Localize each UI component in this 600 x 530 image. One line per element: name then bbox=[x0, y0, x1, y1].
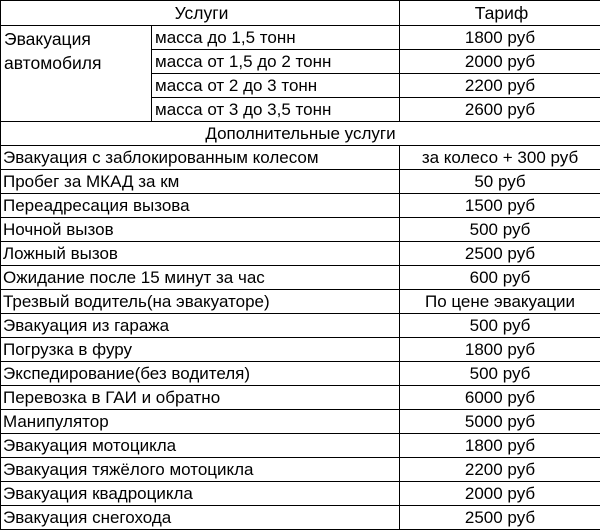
price-cell: 6000 руб bbox=[400, 386, 600, 410]
service-cell: Ложный вызов bbox=[1, 242, 400, 266]
service-cell: Пробег за МКАД за км bbox=[1, 170, 400, 194]
table-row bbox=[1, 458, 600, 482]
price-cell: 500 руб bbox=[400, 314, 600, 338]
table-row bbox=[1, 170, 600, 194]
service-cell: Трезвый водитель(на эвакуаторе) bbox=[1, 290, 400, 314]
evacuation-group-line2: автомобиля bbox=[4, 51, 151, 75]
table-row bbox=[1, 242, 600, 266]
table-row bbox=[1, 194, 600, 218]
table-row bbox=[1, 386, 600, 410]
price-cell: 1800 руб bbox=[400, 338, 600, 362]
price-cell: 500 руб bbox=[400, 218, 600, 242]
price-cell: 50 руб bbox=[400, 170, 600, 194]
evacuation-group-label bbox=[1, 26, 152, 122]
price-cell: 1800 руб bbox=[400, 434, 600, 458]
service-cell: Переадресация вызова bbox=[1, 194, 400, 218]
table-header-row bbox=[1, 1, 600, 26]
price-cell: 2200 руб bbox=[400, 74, 600, 98]
table-row bbox=[1, 410, 600, 434]
price-cell: за колесо + 300 руб bbox=[400, 146, 600, 170]
table-row bbox=[1, 266, 600, 290]
table-row bbox=[1, 314, 600, 338]
service-cell: масса до 1,5 тонн bbox=[152, 26, 400, 50]
price-cell: 1500 руб bbox=[400, 194, 600, 218]
table-row bbox=[1, 290, 600, 314]
service-cell: Ночной вызов bbox=[1, 218, 400, 242]
price-cell: 2000 руб bbox=[400, 482, 600, 506]
service-cell: масса от 3 до 3,5 тонн bbox=[152, 98, 400, 122]
service-cell: Эвакуация мотоцикла bbox=[1, 434, 400, 458]
service-cell: Эвакуация из гаража bbox=[1, 314, 400, 338]
price-cell: 500 руб bbox=[400, 362, 600, 386]
price-cell: 600 руб bbox=[400, 266, 600, 290]
section-row bbox=[1, 122, 600, 146]
service-cell: масса от 1,5 до 2 тонн bbox=[152, 50, 400, 74]
price-cell: По цене эвакуации bbox=[400, 290, 600, 314]
table-row bbox=[1, 482, 600, 506]
table-row bbox=[1, 434, 600, 458]
service-cell: Перевозка в ГАИ и обратно bbox=[1, 386, 400, 410]
table-row bbox=[1, 146, 600, 170]
service-cell: Манипулятор bbox=[1, 410, 400, 434]
price-cell: 2500 руб bbox=[400, 242, 600, 266]
service-cell: Ожидание после 15 минут за час bbox=[1, 266, 400, 290]
service-cell: Эвакуация тяжёлого мотоцикла bbox=[1, 458, 400, 482]
table-row bbox=[1, 218, 600, 242]
table-row bbox=[1, 338, 600, 362]
evacuation-group-line1: Эвакуация bbox=[4, 27, 151, 51]
service-cell: Экспедирование(без водителя) bbox=[1, 362, 400, 386]
price-cell: 2000 руб bbox=[400, 50, 600, 74]
table-row bbox=[1, 362, 600, 386]
service-cell: Эвакуация квадроцикла bbox=[1, 482, 400, 506]
price-cell: 2200 руб bbox=[400, 458, 600, 482]
tariff-header: Тариф bbox=[400, 1, 600, 26]
services-header: Услуги bbox=[1, 1, 400, 26]
price-cell: 2600 руб bbox=[400, 98, 600, 122]
service-cell: масса от 2 до 3 тонн bbox=[152, 74, 400, 98]
table-row bbox=[1, 26, 600, 50]
service-cell: Эвакуация снегохода bbox=[1, 506, 400, 530]
service-cell: Погрузка в фуру bbox=[1, 338, 400, 362]
extra-section-title: Дополнительные услуги bbox=[1, 122, 600, 146]
price-cell: 2500 руб bbox=[400, 506, 600, 530]
price-cell: 5000 руб bbox=[400, 410, 600, 434]
price-cell: 1800 руб bbox=[400, 26, 600, 50]
service-cell: Эвакуация с заблокированным колесом bbox=[1, 146, 400, 170]
